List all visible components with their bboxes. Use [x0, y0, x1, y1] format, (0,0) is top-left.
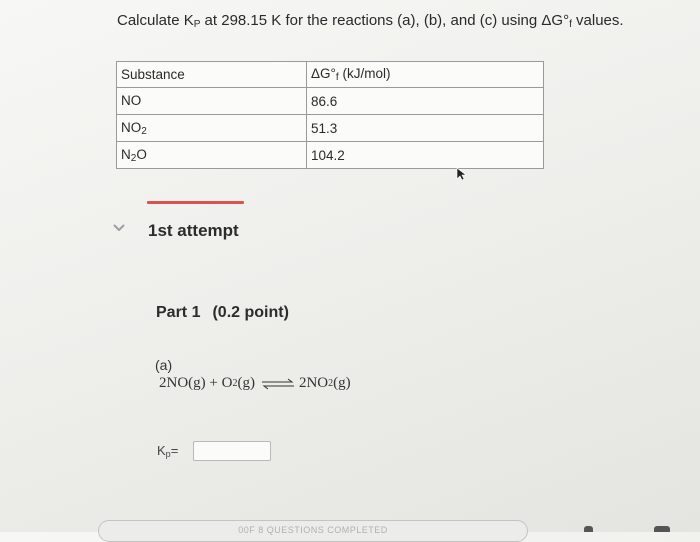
- substance-cell: [117, 88, 307, 115]
- header-dg-prefix: ΔG°: [311, 66, 336, 81]
- chevron-down-icon[interactable]: [113, 223, 125, 233]
- reaction-label: (a): [155, 357, 173, 373]
- kp-label-eq: =: [170, 443, 179, 458]
- question-kp-sub: P: [193, 19, 201, 30]
- kp-label-sub: p: [165, 449, 171, 459]
- kp-answer-label: [157, 443, 178, 459]
- formula-main: N: [121, 146, 131, 162]
- reaction-equation: [159, 375, 351, 392]
- header-dg-suffix: (kJ/mol): [338, 66, 391, 81]
- question-suffix: values.: [571, 12, 624, 29]
- part-label: Part 1: [156, 304, 201, 321]
- question-prefix: Calculate K: [117, 12, 194, 29]
- part-points: (0.2 point): [212, 304, 289, 321]
- table-row: [117, 115, 544, 142]
- product-sub: 2: [328, 378, 334, 389]
- questions-completed-bar: 00F 8 QUESTIONS COMPLETED: [98, 520, 528, 542]
- value-cell: 104.2: [307, 142, 544, 169]
- question-text: [117, 12, 624, 30]
- corner-mark: [584, 526, 593, 532]
- question-f-sub: f: [569, 19, 572, 30]
- question-middle: at 298.15 K for the reactions (a), (b), and (c) using ΔG°: [200, 12, 570, 29]
- header-dg-sub: f: [335, 72, 339, 83]
- part-title: [156, 304, 289, 322]
- formula-sub: 2: [141, 125, 147, 137]
- equilibrium-arrows-icon: [261, 378, 295, 390]
- kp-answer-input[interactable]: [193, 441, 271, 461]
- attempt-accent-bar: [147, 201, 244, 204]
- formula-sub: 2: [130, 152, 137, 164]
- header-delta-g: [307, 62, 544, 88]
- table-row: [117, 88, 544, 115]
- thermo-data-table: [116, 61, 544, 169]
- kp-label-main: K: [157, 443, 166, 458]
- formula-main: NO: [121, 92, 142, 108]
- reactant-sub: 2: [232, 378, 238, 389]
- corner-mark: [654, 526, 670, 532]
- reactant-part-2: (g): [237, 375, 255, 391]
- value-cell: 51.3: [307, 115, 544, 142]
- formula-tail: O: [136, 146, 147, 162]
- formula-main: NO: [121, 119, 142, 135]
- reactant-part-1: 2NO(g) + O: [159, 375, 233, 391]
- mouse-cursor-icon: [455, 167, 467, 181]
- product-part-2: (g): [333, 375, 351, 391]
- substance-cell: [117, 115, 307, 142]
- substance-cell: [117, 142, 307, 169]
- table-header-row: [117, 62, 544, 88]
- attempt-title[interactable]: 1st attempt: [148, 221, 239, 240]
- table-row: [117, 142, 544, 169]
- product-part-1: 2NO: [298, 375, 329, 391]
- header-substance: Substance: [117, 62, 307, 88]
- value-cell: 86.6: [307, 88, 544, 115]
